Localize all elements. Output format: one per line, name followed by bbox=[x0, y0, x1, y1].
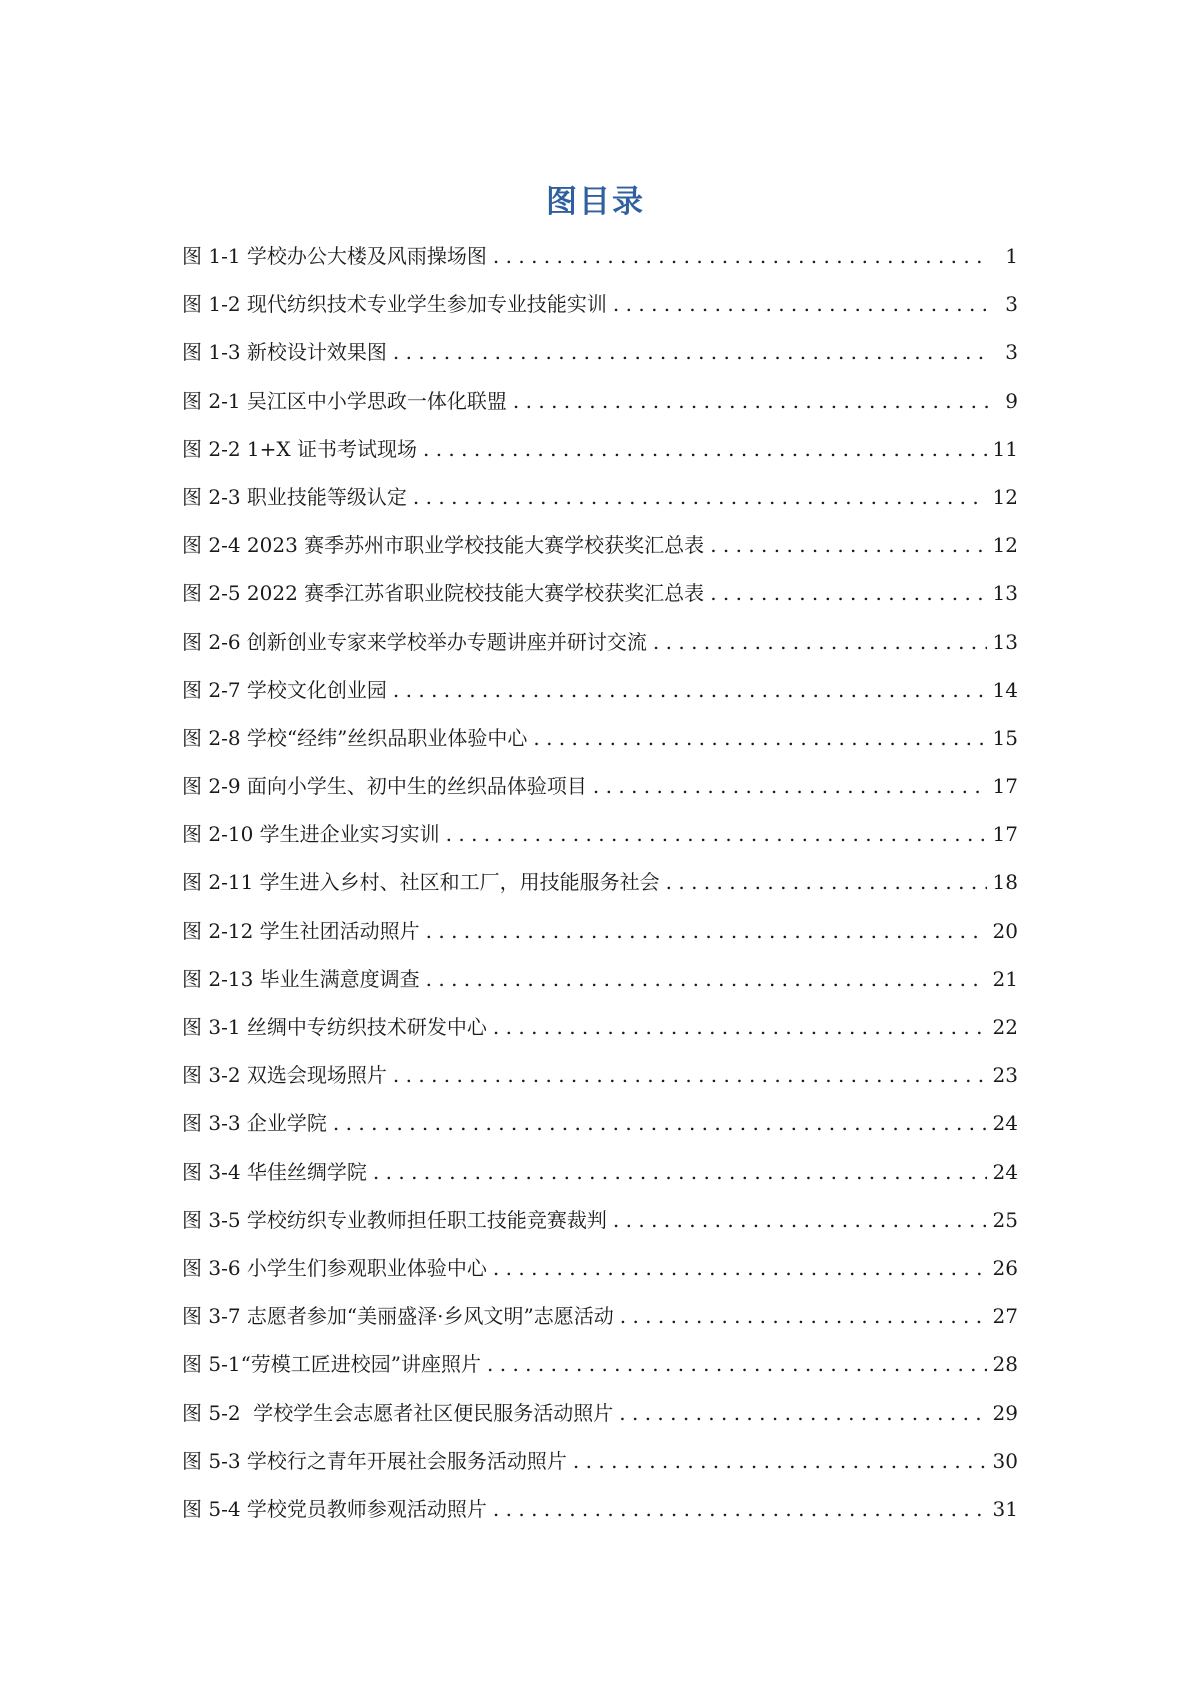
toc-entry-page-number: 20 bbox=[992, 918, 1018, 943]
toc-entry-label: 图 2-9 面向小学生、初中生的丝织品体验项目 bbox=[182, 774, 587, 799]
toc-entry[interactable] bbox=[182, 1399, 1018, 1447]
dot-leader bbox=[446, 820, 987, 848]
toc-entry-label: 图 3-2 双选会现场照片 bbox=[182, 1063, 387, 1088]
toc-entry-label: 图 5-4 学校党员教师参观活动照片 bbox=[182, 1496, 487, 1521]
dot-leader bbox=[493, 1495, 987, 1523]
toc-entry-page-number: 25 bbox=[992, 1207, 1018, 1232]
toc-entry-label: 图 2-11 学生进入乡村、社区和工厂，用技能服务社会 bbox=[182, 870, 660, 895]
toc-entry-page-number: 27 bbox=[992, 1304, 1018, 1329]
toc-entry[interactable] bbox=[182, 965, 1018, 1013]
toc-entry[interactable] bbox=[182, 387, 1018, 435]
dot-leader bbox=[513, 387, 990, 415]
figure-list bbox=[182, 242, 1018, 1543]
dot-leader bbox=[493, 242, 990, 270]
toc-entry-label: 图 2-8 学校“经纬”丝织品职业体验中心 bbox=[182, 725, 528, 750]
toc-entry[interactable] bbox=[182, 483, 1018, 531]
toc-entry[interactable] bbox=[182, 1302, 1018, 1350]
toc-entry-label: 图 1-2 现代纺织技术专业学生参加专业技能实训 bbox=[182, 292, 607, 317]
toc-entry[interactable] bbox=[182, 1061, 1018, 1109]
toc-entry[interactable] bbox=[182, 435, 1018, 483]
toc-entry-label: 图 2-2 1+X 证书考试现场 bbox=[182, 436, 417, 461]
toc-entry-page-number: 18 bbox=[992, 870, 1018, 895]
toc-entry-page-number: 17 bbox=[992, 822, 1018, 847]
toc-entry-page-number: 14 bbox=[992, 677, 1018, 702]
toc-entry-label: 图 2-7 学校文化创业园 bbox=[182, 677, 387, 702]
toc-entry-label: 图 3-1 丝绸中专纺织技术研发中心 bbox=[182, 1015, 487, 1039]
dot-leader bbox=[393, 338, 990, 366]
toc-entry-page-number: 3 bbox=[1005, 292, 1018, 317]
toc-entry-label: 图 1-1 学校办公大楼及风雨操场图 bbox=[182, 244, 487, 268]
toc-entry-page-number: 30 bbox=[992, 1448, 1018, 1473]
dot-leader bbox=[413, 483, 987, 511]
dot-leader bbox=[487, 1350, 987, 1378]
dot-leader bbox=[426, 917, 987, 945]
toc-entry-label: 图 3-6 小学生们参观职业体验中心 bbox=[182, 1255, 487, 1280]
toc-entry[interactable] bbox=[182, 290, 1018, 338]
toc-entry-page-number: 12 bbox=[992, 484, 1018, 509]
toc-entry[interactable] bbox=[182, 868, 1018, 916]
toc-entry[interactable] bbox=[182, 338, 1018, 386]
toc-entry[interactable] bbox=[182, 579, 1018, 627]
toc-entry-page-number: 1 bbox=[1005, 244, 1018, 268]
dot-leader bbox=[333, 1109, 987, 1137]
dot-leader bbox=[423, 435, 987, 463]
toc-entry[interactable] bbox=[182, 676, 1018, 724]
dot-leader bbox=[493, 1013, 987, 1041]
toc-entry-label: 图 3-7 志愿者参加“美丽盛泽·乡风文明”志愿活动 bbox=[182, 1304, 614, 1329]
toc-entry-page-number: 13 bbox=[992, 581, 1018, 606]
toc-entry-label: 图 2-5 2022 赛季江苏省职业院校技能大赛学校获奖汇总表 bbox=[182, 581, 705, 606]
toc-entry-page-number: 26 bbox=[992, 1255, 1018, 1280]
toc-entry-label: 图 1-3 新校设计效果图 bbox=[182, 340, 387, 365]
toc-entry-page-number: 9 bbox=[1005, 388, 1018, 413]
toc-entry[interactable] bbox=[182, 1206, 1018, 1254]
toc-entry-label: 图 3-5 学校纺织专业教师担任职工技能竞赛裁判 bbox=[182, 1207, 607, 1232]
toc-entry-page-number: 24 bbox=[992, 1111, 1018, 1136]
dot-leader bbox=[393, 1061, 987, 1089]
toc-entry-label: 图 5-2 学校学生会志愿者社区便民服务活动照片 bbox=[182, 1400, 614, 1425]
toc-entry-label: 图 2-4 2023 赛季苏州市职业学校技能大赛学校获奖汇总表 bbox=[182, 533, 705, 558]
toc-entry-label: 图 2-1 吴江区中小学思政一体化联盟 bbox=[182, 388, 507, 413]
dot-leader bbox=[710, 579, 986, 607]
toc-entry[interactable] bbox=[182, 1158, 1018, 1206]
toc-entry[interactable] bbox=[182, 1350, 1018, 1398]
dot-leader bbox=[710, 531, 986, 559]
toc-entry-page-number: 17 bbox=[992, 774, 1018, 799]
toc-entry[interactable] bbox=[182, 531, 1018, 579]
dot-leader bbox=[393, 676, 987, 704]
dot-leader bbox=[533, 724, 986, 752]
toc-entry-label: 图 2-13 毕业生满意度调查 bbox=[182, 966, 420, 991]
toc-entry-page-number: 15 bbox=[992, 725, 1018, 750]
toc-entry[interactable] bbox=[182, 772, 1018, 820]
toc-entry-label: 图 2-3 职业技能等级认定 bbox=[182, 484, 407, 509]
dot-leader bbox=[593, 772, 987, 800]
toc-entry-page-number: 21 bbox=[992, 966, 1018, 991]
toc-entry-label: 图 2-6 创新创业专家来学校举办专题讲座并研讨交流 bbox=[182, 629, 647, 654]
toc-entry[interactable] bbox=[182, 724, 1018, 772]
dot-leader bbox=[620, 1302, 987, 1330]
toc-entry-page-number: 31 bbox=[992, 1496, 1018, 1521]
dot-leader bbox=[613, 290, 990, 318]
toc-entry-page-number: 28 bbox=[992, 1352, 1018, 1377]
toc-entry-label: 图 2-10 学生进企业实习实训 bbox=[182, 822, 440, 847]
toc-entry[interactable] bbox=[182, 1495, 1018, 1543]
toc-entry-page-number: 22 bbox=[992, 1015, 1018, 1039]
toc-entry-label: 图 5-3 学校行之青年开展社会服务活动照片 bbox=[182, 1448, 567, 1473]
toc-entry-label: 图 3-3 企业学院 bbox=[182, 1111, 327, 1136]
toc-entry[interactable] bbox=[182, 628, 1018, 676]
toc-entry[interactable] bbox=[182, 1447, 1018, 1495]
dot-leader bbox=[613, 1206, 987, 1234]
toc-entry-page-number: 3 bbox=[1005, 340, 1018, 365]
toc-entry[interactable] bbox=[182, 1254, 1018, 1302]
toc-entry-label: 图 3-4 华佳丝绸学院 bbox=[182, 1159, 367, 1184]
dot-leader bbox=[653, 628, 987, 656]
toc-entry-page-number: 29 bbox=[992, 1400, 1018, 1425]
toc-entry[interactable] bbox=[182, 917, 1018, 965]
toc-entry[interactable] bbox=[182, 1109, 1018, 1157]
toc-entry-page-number: 24 bbox=[992, 1159, 1018, 1184]
toc-entry-page-number: 23 bbox=[992, 1063, 1018, 1088]
toc-entry-page-number: 13 bbox=[992, 629, 1018, 654]
toc-entry-label: 图 2-12 学生社团活动照片 bbox=[182, 918, 420, 943]
dot-leader bbox=[619, 1399, 986, 1427]
dot-leader bbox=[666, 868, 987, 896]
toc-entry-page-number: 12 bbox=[992, 533, 1018, 558]
page-title: 图目录 bbox=[546, 184, 645, 220]
dot-leader bbox=[573, 1447, 987, 1475]
toc-entry[interactable] bbox=[182, 242, 1018, 290]
toc-entry[interactable] bbox=[182, 820, 1018, 868]
dot-leader bbox=[373, 1158, 987, 1186]
toc-entry[interactable] bbox=[182, 1013, 1018, 1061]
dot-leader bbox=[426, 965, 987, 993]
toc-entry-page-number: 11 bbox=[992, 436, 1018, 461]
dot-leader bbox=[493, 1254, 987, 1282]
toc-entry-label: 图 5-1“劳模工匠进校园”讲座照片 bbox=[182, 1352, 482, 1377]
